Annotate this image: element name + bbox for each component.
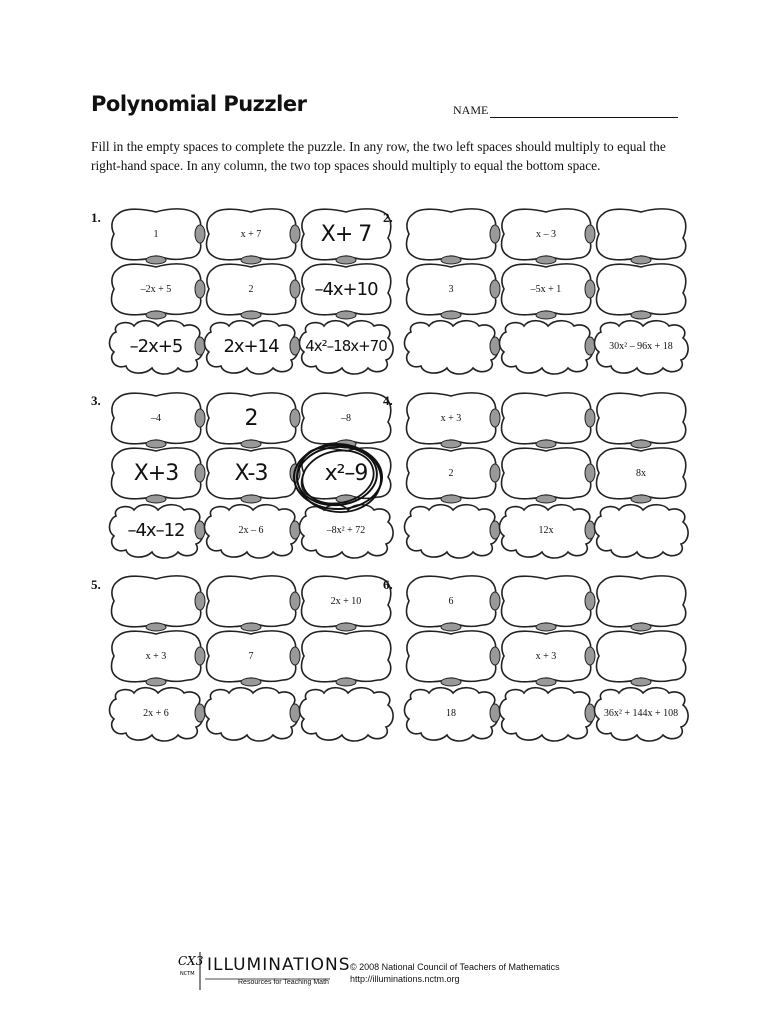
cell-expression: 12x [538, 524, 554, 536]
handwritten-answer: x²–9 [324, 460, 368, 486]
puzzle-cell[interactable] [498, 573, 594, 629]
cell-expression [108, 573, 204, 629]
puzzle-cell[interactable] [593, 573, 689, 629]
cell-expression: –8 [341, 412, 351, 424]
puzzle-cell[interactable] [108, 206, 204, 262]
puzzle-cell[interactable] [593, 445, 689, 501]
cell-expression: 2 [448, 467, 454, 479]
puzzle-cell[interactable] [498, 445, 594, 501]
puzzle-5 [108, 573, 398, 733]
puzzle-cell[interactable] [298, 628, 394, 684]
puzzle-cell[interactable] [498, 685, 594, 741]
cell-expression: 30x² – 96x + 18 [609, 340, 673, 352]
cell-expression: 2x + 6 [143, 707, 169, 719]
cell-expression: –5x + 1 [530, 283, 562, 295]
puzzle-cell[interactable] [203, 206, 299, 262]
puzzle-cell[interactable] [403, 573, 499, 629]
cell-expression: x + 3 [145, 650, 167, 662]
puzzle-cell[interactable] [403, 685, 499, 741]
puzzle-cell[interactable] [298, 390, 394, 446]
puzzle-cell[interactable] [403, 502, 499, 558]
cell-expression [298, 685, 394, 741]
cell-expression: 18 [446, 707, 456, 719]
puzzle-cell[interactable] [498, 628, 594, 684]
cell-expression: 3 [448, 283, 454, 295]
puzzle-cell[interactable] [108, 261, 204, 317]
cell-expression [203, 685, 299, 741]
puzzle-number: 3. [91, 393, 101, 408]
cell-expression: 2x + 10 [330, 595, 362, 607]
cell-expression [593, 206, 689, 262]
puzzle-cell[interactable] [298, 445, 394, 501]
puzzle-number: 2. [383, 210, 393, 225]
puzzle-cell[interactable] [108, 502, 204, 558]
puzzle-cell[interactable] [108, 685, 204, 741]
puzzle-cell[interactable] [203, 318, 299, 374]
cell-expression: 36x² + 144x + 108 [603, 707, 679, 719]
puzzle-cell[interactable] [298, 318, 394, 374]
puzzle-cell[interactable] [298, 261, 394, 317]
puzzle-cell[interactable] [203, 445, 299, 501]
cell-expression [498, 445, 594, 501]
puzzle-1 [108, 206, 398, 366]
cell-expression [403, 318, 499, 374]
puzzle-6 [403, 573, 693, 733]
cell-expression: 8x [636, 467, 646, 479]
handwritten-answer: –2x+5 [129, 335, 183, 357]
puzzle-cell[interactable] [498, 502, 594, 558]
puzzle-cell[interactable] [593, 318, 689, 374]
svg-text:CX3: CX3 [178, 954, 204, 968]
puzzle-cell[interactable] [403, 318, 499, 374]
name-label: NAME [453, 103, 489, 117]
cell-expression: 2x – 6 [238, 524, 264, 536]
cell-expression: x + 3 [535, 650, 557, 662]
puzzle-cell[interactable] [298, 206, 394, 262]
name-field-line[interactable] [490, 117, 678, 118]
cell-expression: x – 3 [536, 228, 556, 240]
puzzle-cell[interactable] [403, 390, 499, 446]
puzzle-cell[interactable] [498, 390, 594, 446]
puzzle-cell[interactable] [403, 261, 499, 317]
illuminations-logo-text: ILLUMINATIONS [207, 955, 351, 975]
cell-expression [403, 628, 499, 684]
handwritten-answer: 2 [244, 405, 258, 431]
cell-expression: –4 [151, 412, 161, 424]
cell-expression: x + 7 [240, 228, 262, 240]
puzzle-cell[interactable] [203, 685, 299, 741]
puzzle-cell[interactable] [298, 502, 394, 558]
cell-expression [203, 573, 299, 629]
puzzle-cell[interactable] [108, 390, 204, 446]
cell-expression [498, 318, 594, 374]
svg-text:NCTM: NCTM [180, 971, 195, 977]
handwritten-answer: X+ 7 [320, 221, 372, 247]
puzzle-cell[interactable] [593, 206, 689, 262]
puzzle-cell[interactable] [298, 685, 394, 741]
cell-expression: x + 3 [440, 412, 462, 424]
puzzle-cell[interactable] [498, 318, 594, 374]
puzzle-cell[interactable] [403, 445, 499, 501]
cell-expression: 7 [248, 650, 254, 662]
puzzle-3 [108, 390, 398, 550]
handwritten-answer: –4x–12 [127, 519, 185, 541]
puzzle-cell[interactable] [403, 206, 499, 262]
cell-expression: 2 [248, 283, 254, 295]
handwritten-answer: –4x+10 [314, 278, 378, 300]
puzzle-4 [403, 390, 693, 550]
cell-expression: –2x + 5 [140, 283, 172, 295]
cell-expression: 6 [448, 595, 454, 607]
puzzle-number: 6. [383, 577, 393, 592]
cell-expression [403, 206, 499, 262]
handwritten-answer: X+3 [133, 460, 179, 486]
cell-expression [593, 628, 689, 684]
copyright [350, 961, 560, 985]
puzzle-cell[interactable] [203, 390, 299, 446]
puzzle-cell[interactable] [498, 206, 594, 262]
cell-expression [593, 502, 689, 558]
puzzle-cell[interactable] [203, 502, 299, 558]
puzzle-cell[interactable] [593, 261, 689, 317]
cell-expression [498, 390, 594, 446]
puzzle-cell[interactable] [203, 261, 299, 317]
puzzle-cell[interactable] [298, 573, 394, 629]
cell-expression [498, 685, 594, 741]
puzzle-cell[interactable] [108, 318, 204, 374]
cell-expression: –8x² + 72 [326, 524, 366, 536]
cell-expression [298, 628, 394, 684]
puzzle-number: 4. [383, 393, 393, 408]
cell-expression [593, 390, 689, 446]
handwritten-answer: 4x²–18x+70 [305, 337, 387, 355]
copyright-text: © 2008 National Council of Teachers of Mathematics [350, 962, 560, 972]
puzzle-cell[interactable] [203, 628, 299, 684]
page-title: Polynomial Puzzler [91, 92, 307, 116]
instructions: Fill in the empty spaces to complete the puzzle. In any row, the two left spaces should multiply to equal the right-hand space. In any column, the two top spaces should multiply to equal the bottom space. [91, 139, 666, 173]
puzzle-cell[interactable] [593, 390, 689, 446]
puzzle-cell[interactable] [403, 628, 499, 684]
puzzle-2 [403, 206, 693, 366]
puzzle-cell[interactable] [108, 445, 204, 501]
puzzle-cell[interactable] [108, 573, 204, 629]
puzzle-cell[interactable] [108, 628, 204, 684]
cell-expression [593, 261, 689, 317]
cell-expression [498, 573, 594, 629]
cell-expression [593, 573, 689, 629]
puzzle-cell[interactable] [203, 573, 299, 629]
cell-expression [403, 502, 499, 558]
footer-url[interactable]: http://illuminations.nctm.org [350, 974, 460, 984]
puzzle-cell[interactable] [593, 628, 689, 684]
handwritten-answer: 2x+14 [223, 335, 279, 357]
puzzle-number: 5. [91, 577, 101, 592]
puzzle-cell[interactable] [593, 502, 689, 558]
logo-tagline: Resources for Teaching Math [238, 979, 329, 986]
puzzle-cell[interactable] [498, 261, 594, 317]
cell-expression: 1 [153, 228, 159, 240]
puzzle-number: 1. [91, 210, 101, 225]
handwritten-answer: X-3 [234, 460, 268, 486]
puzzle-cell[interactable] [593, 685, 689, 741]
